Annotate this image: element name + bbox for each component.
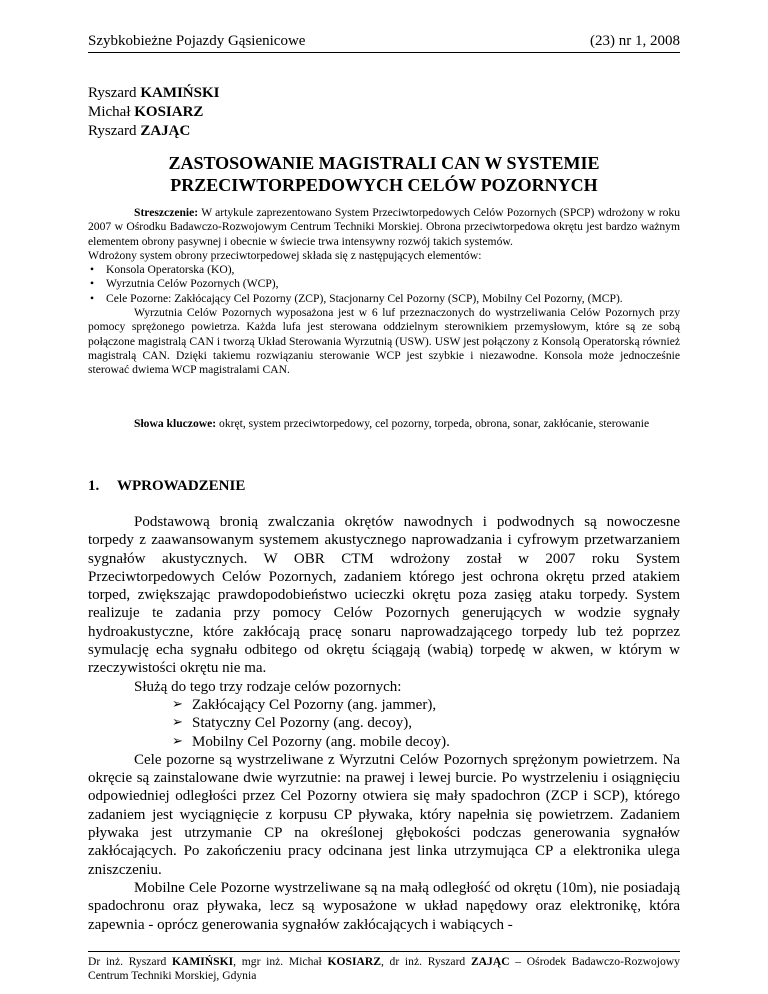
author: Ryszard ZAJĄC xyxy=(88,123,191,139)
body-paragraph: Cele pozorne są wystrzeliwane z Wyrzutni Celów Pozornych sprężonym powietrzem. Na okręcie są zainstalowane dwie wyrzutnie: na prawej i lewej burcie. Po wystrzeleniu i osiągnięciu odpowiedniej odległości przez Cel Pozorny otwiera się mały spadochron (ZCP i SCP), którego zadaniem jest wyciągnięcie z korpusu CP pływaka, który napełnia się powietrzem. Zadaniem pływaka jest utrzymanie CP na określonej głębokości podczas generowania sygnałów zakłócających. Po zakończeniu pracy odcinana jest linka utrzymująca CP a elektronika ulega zniszczeniu. xyxy=(88,751,680,878)
decoy-type-list xyxy=(88,696,680,751)
body-paragraph: Podstawową bronią zwalczania okrętów nawodnych i podwodnych są nowoczesne torpedy z zaawansowanym systemem akustycznego naprowadzania i cyfrowym przetwarzaniem sygnałów akustycznych. W OBR CTM wdrożony został w 2007 roku System Przeciwtorpedowych Celów Pozornych, zadaniem którego jest ochrona okrętu przed atakiem torped, zwiększając prawdopodobieństwo ucieczki okrętu poza zasięg ataku torpedy. System realizuje te zadania przy pomocy Celów Pozornych generujących w wodzie sygnały hydroakustyczne, które zakłócają pracę sonaru naprowadzającego torpedy lub też poprzez symulację echa sygnału odbitego od okrętu ściągają (wabią) torpedę w akwen, w którym w rzeczywistości okrętu nie ma. xyxy=(88,514,680,677)
running-header xyxy=(88,30,680,53)
issue-number: (23) nr 1, 2008 xyxy=(590,33,680,49)
abstract xyxy=(88,206,680,378)
keywords-label: Słowa kluczowe: xyxy=(134,417,217,430)
keywords-text: okręt, system przeciwtorpedowy, cel pozorny, torpeda, obrona, sonar, zakłócanie, sterowanie xyxy=(219,417,650,430)
list-item: ➢ Mobilny Cel Pozorny (ang. mobile decoy). xyxy=(88,733,680,751)
body-paragraph: Mobilne Cele Pozorne wystrzeliwane są na małą odległość od okrętu (10m), nie posiadają spadochronu oraz pływaka, lecz są wyposażone w układ napędowy oraz elektronikę, która zapewnia - oprócz generowania sygnałów zakłócających i wabiących - xyxy=(88,879,680,933)
abstract-intro: Streszczenie: W artykule zaprezentowano System Przeciwtorpedowych Celów Pozornych (SPCP) wdrożony w roku 2007 w Ośrodku Badawczo-Rozwojowym Centrum Techniki Morskiej. Obrona przeciwtorpedowa okrętu jest bardzo ważnym elementem obrony pasywnej i obecnie w świecie trwa intensywny rozwój takich systemów. xyxy=(88,206,680,248)
body-paragraph: Służą do tego trzy rodzaje celów pozornych: xyxy=(134,678,402,695)
journal-title: Szybkobieżne Pojazdy Gąsienicowe xyxy=(88,33,306,49)
author: Ryszard KAMIŃSKI xyxy=(88,85,220,101)
list-item: ➢ Zakłócający Cel Pozorny (ang. jammer), xyxy=(88,696,680,714)
list-item: ➢ Statyczny Cel Pozorny (ang. decoy), xyxy=(88,714,680,732)
body-text xyxy=(88,513,680,934)
list-item: • Konsola Operatorska (KO), xyxy=(88,263,680,277)
keywords xyxy=(88,417,680,431)
abstract-paragraph: Wyrzutnia Celów Pozornych wyposażona jest w 6 luf przeznaczonych do wystrzeliwania Celów Pozornych przy pomocy sprężonego powietrza. Każda lufa jest sterowana oddzielnym sterownikiem przemysłowym, które są ze sobą połączone magistralą CAN i tworzą Układ Sterowania Wyrzutnią (USW). USW jest połączony z Konsolą Operatorską również magistralą CAN. Dzięki takiemu rozwiązaniu sterowanie WCP jest szybkie i niezawodne. Konsola może jednocześnie sterować dwiema WCP magistralami CAN. xyxy=(88,306,680,377)
section-heading: 1. WPROWADZENIE xyxy=(88,478,246,494)
paper-title: ZASTOSOWANIE MAGISTRALI CAN W SYSTEMIE PRZECIWTORPEDOWYCH CELÓW POZORNYCH xyxy=(168,153,600,195)
author-affiliation-footnote: Dr inż. Ryszard KAMIŃSKI, mgr inż. Michał KOSIARZ, dr inż. Ryszard ZAJĄC – Ośrodek Badawczo-Rozwojowy Centrum Techniki Morskiej, Gdynia xyxy=(88,951,680,984)
abstract-paragraph: Wdrożony system obrony przeciwtorpedowej składa się z następujących elementów: xyxy=(88,248,482,262)
list-item: • Wyrzutnia Celów Pozornych (WCP), xyxy=(88,277,680,291)
author: Michał KOSIARZ xyxy=(88,104,204,120)
list-item: • Cele Pozorne: Zakłócający Cel Pozorny (ZCP), Stacjonarny Cel Pozorny (SCP), Mobilny Cel Pozorny, (MCP). xyxy=(88,292,680,306)
abstract-label: Streszczenie: xyxy=(134,206,199,219)
author-list xyxy=(88,84,220,141)
abstract-bullet-list xyxy=(88,263,680,306)
